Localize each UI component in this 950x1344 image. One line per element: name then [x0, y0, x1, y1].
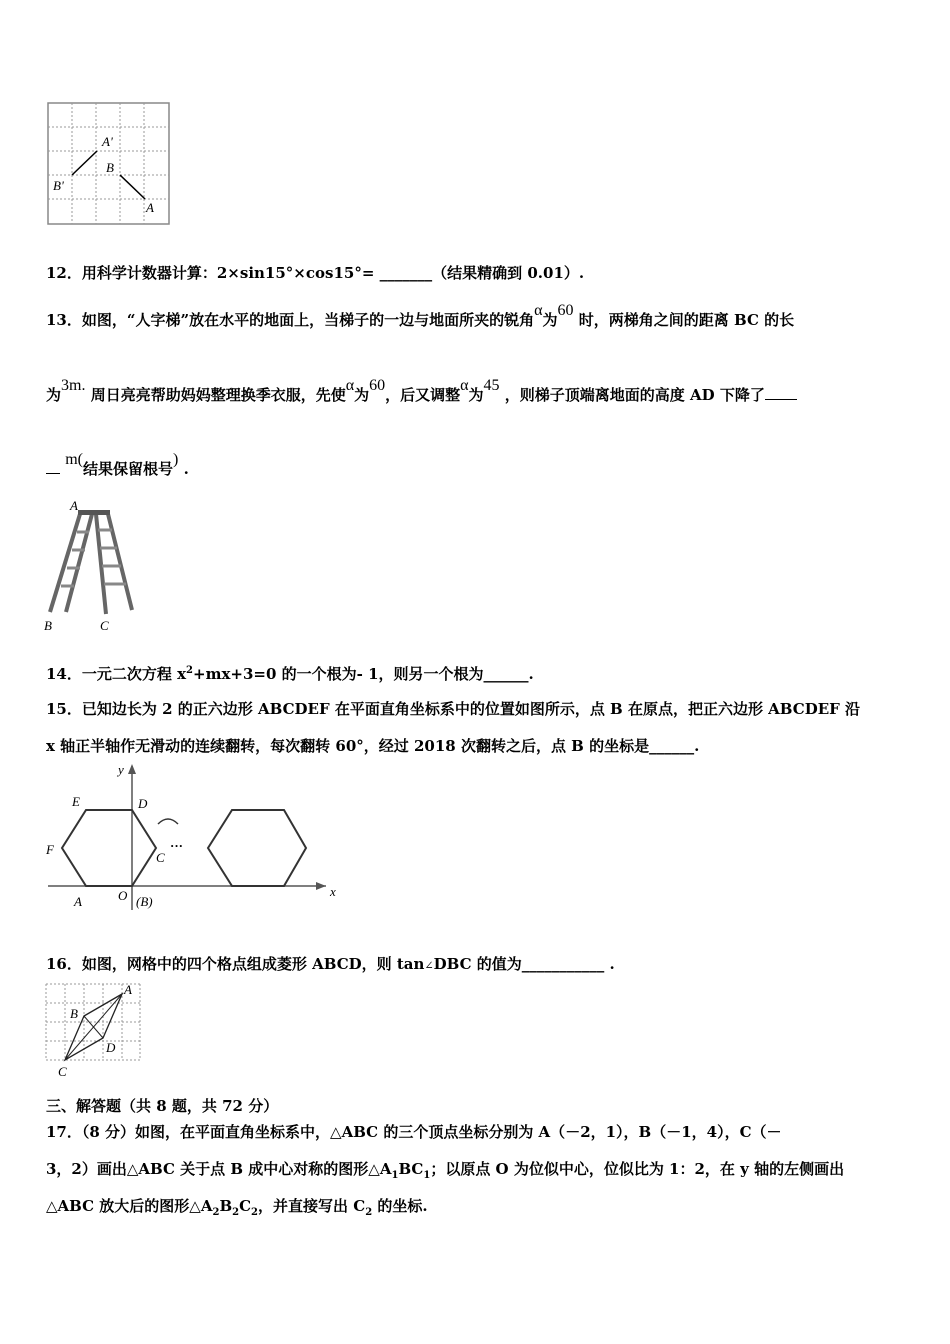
- answer-blank-13a[interactable]: [765, 387, 797, 400]
- ladder-figure: [40, 498, 150, 636]
- q14-sup: 2: [186, 665, 194, 676]
- ladder-label-b: B: [44, 618, 52, 633]
- q15-line2: x 轴正半轴作无滑动的连续翻转，每次翻转 60°，经过 2018 次翻转之后，点 B 的坐标是______.: [46, 737, 700, 755]
- q17-line2-c: ；以原点 O 为位似中心，位似比为 1：2，在 y 轴的左侧画出: [430, 1160, 845, 1178]
- rotate-arrow-icon: [158, 819, 178, 824]
- label-a-prime: A': [102, 134, 113, 149]
- q13-alpha-2: α: [345, 377, 355, 394]
- question-13-line-3: [46, 451, 189, 479]
- q17-line3-e: 的坐标.: [372, 1197, 428, 1215]
- q13-line2-a: 为: [46, 386, 62, 404]
- hex-label-y: y: [118, 762, 124, 777]
- q16-a: 16．如图，网格中的四个格点组成菱形 ABCD，则 tan: [46, 955, 425, 973]
- q15-line1: 15．已知边长为 2 的正六边形 ABCDEF 在平面直角坐标系中的位置如图所示，点 B 在原点，把正六边形 ABCDEF 沿: [46, 700, 861, 718]
- question-15-line-2: [46, 735, 699, 756]
- q17-line1: 17．（8 分）如图，在平面直角坐标系中，△ABC 的三个顶点坐标分别为 A（－2，1），B（－1，4），C（－: [46, 1123, 782, 1141]
- q13-3m: 3m.: [61, 377, 86, 394]
- q13-alpha-3: α: [460, 377, 469, 394]
- question-16: [46, 953, 615, 974]
- q17-line3-s1: 2: [212, 1207, 220, 1218]
- q16-angle: ∠: [424, 959, 434, 972]
- q17-line3-s3: 2: [251, 1207, 259, 1218]
- hex-label-x: x: [330, 884, 336, 899]
- question-13-line-1: [46, 302, 795, 330]
- hex-label-e: E: [72, 794, 80, 809]
- q17-line2-s1: 1: [391, 1170, 399, 1181]
- q13-wei-2: 为: [354, 386, 370, 404]
- question-13-line-2: [46, 377, 797, 405]
- q13-part1: 13．如图，“人字梯”放在水平的地面上，当梯子的一边与地面所夹的锐角: [46, 311, 535, 329]
- q13-part2: 时，两梯角之间的距离 BC 的长: [578, 311, 795, 329]
- rhombus-label-d: D: [106, 1040, 116, 1055]
- q17-line3-c: C: [239, 1197, 252, 1215]
- q13-wei-3: 为: [468, 386, 484, 404]
- ladder-label-c: C: [100, 618, 109, 633]
- hexagon-abcdef: [62, 810, 156, 886]
- q17-line3-s4: 2: [365, 1207, 373, 1218]
- q13-close: ): [173, 451, 179, 468]
- question-17-line-2: [46, 1158, 844, 1181]
- section-3-title: [46, 1095, 278, 1116]
- q17-line3-a: △ABC 放大后的图形△A: [46, 1197, 213, 1215]
- q13-line3-b: 结果保留根号: [83, 460, 174, 478]
- question-17-line-3: [46, 1195, 428, 1218]
- q13-alpha-1: α: [534, 302, 543, 319]
- rhombus-label-c: C: [58, 1064, 67, 1079]
- q14-a: 14．一元二次方程 x: [46, 665, 187, 683]
- q13-line3-end: .: [183, 460, 189, 478]
- q13-60-1: 60: [557, 302, 574, 319]
- q13-wei-1: 为: [542, 311, 558, 329]
- hex-label-f: F: [46, 842, 54, 857]
- hex-dots: ···: [170, 838, 184, 853]
- answer-blank-13b[interactable]: [46, 461, 60, 474]
- hexagon-rolled: [208, 810, 306, 886]
- label-b-prime: B': [53, 178, 64, 193]
- label-a: A: [146, 200, 154, 215]
- hex-label-d: D: [138, 796, 148, 811]
- q17-line2-a: 3，2）画出△ABC 关于点 B 成中心对称的图形△A: [46, 1160, 392, 1178]
- hexagon-figure: [44, 760, 344, 916]
- question-15-line-1: [46, 698, 860, 719]
- q13-line2-d: ，则梯子顶端离地面的高度 AD 下降了: [504, 386, 765, 404]
- rhombus-grid-figure: [40, 980, 146, 1080]
- hex-label-o: O: [118, 888, 128, 903]
- rhombus-label-b: B: [70, 1006, 78, 1021]
- q13-line2-b: 周日亮亮帮助妈妈整理换季衣服，先使: [90, 386, 346, 404]
- q13-60-2: 60: [369, 377, 386, 394]
- q13-m: m(: [65, 451, 84, 468]
- hex-label-a: A: [74, 894, 82, 909]
- segment-a-prime-b-prime: [72, 151, 97, 175]
- label-b: B: [106, 160, 114, 175]
- rhombus-label-a: A: [124, 982, 132, 997]
- question-14: [46, 663, 534, 684]
- q13-45: 45: [483, 377, 500, 394]
- q13-line2-c: ，后又调整: [385, 386, 461, 404]
- q17-line3-b: B: [219, 1197, 233, 1215]
- q17-line2-b: BC: [398, 1160, 424, 1178]
- question-12: [46, 262, 584, 283]
- ladder-label-a: A: [70, 498, 78, 513]
- q16-b: DBC 的值为___________ .: [433, 955, 615, 973]
- hex-label-b: (B): [136, 894, 153, 909]
- grid-figure-translation: [46, 100, 172, 226]
- q17-line2-s2: 1: [423, 1170, 431, 1181]
- hex-label-c: C: [156, 850, 165, 865]
- segment-a-b: [120, 175, 145, 199]
- q17-line3-s2: 2: [232, 1207, 240, 1218]
- q17-line3-d: ，并直接写出 C: [258, 1197, 366, 1215]
- q14-b: +mx+3=0 的一个根为- 1，则另一个根为______.: [193, 665, 534, 683]
- question-12-text: 12．用科学计数器计算：2×sin15°×cos15°= _______（结果精确到 0.01）.: [46, 264, 585, 282]
- question-17-line-1: [46, 1121, 782, 1142]
- section-3-title-text: 三、解答题（共 8 题，共 72 分）: [46, 1097, 279, 1115]
